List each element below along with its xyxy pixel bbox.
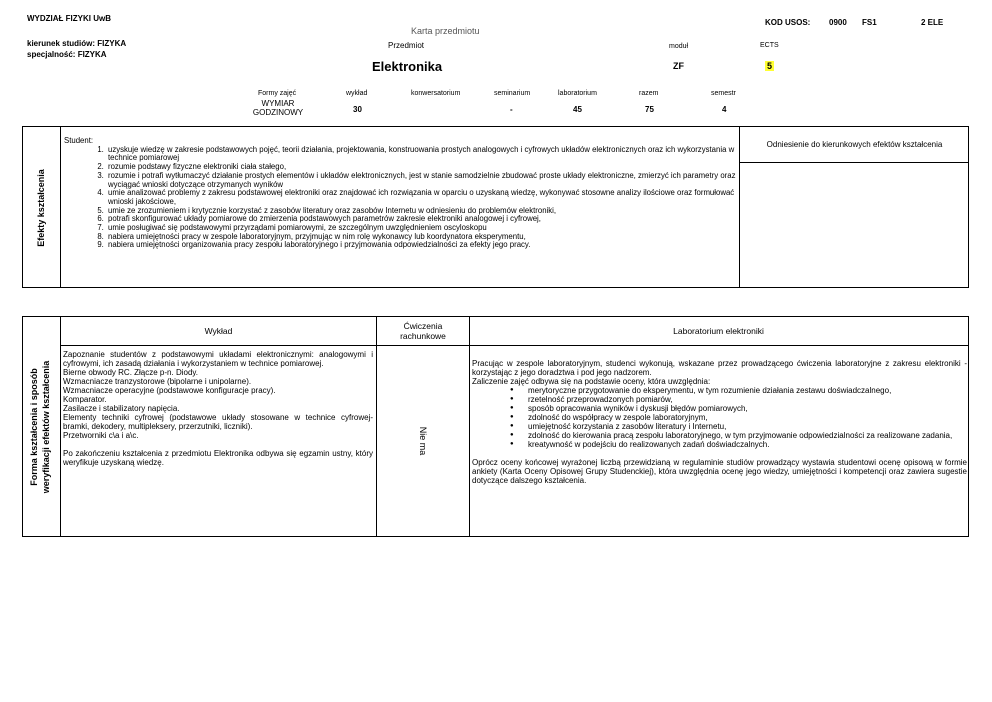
exercises-header-line-1: Ćwiczenia [403, 321, 443, 331]
hours-col-total-label: razem [639, 90, 659, 97]
learning-outcomes-content [61, 127, 739, 287]
learning-outcome-item: 3. rozumie i potrafi wytłumaczyć działanie prostych elementów i układów elektronicznych, jest w stanie samodzielnie zbudować proste układy elektroniczne, zmierzyć ich parametry oraz wyciągać wnioski dotyczące otrzymanych wyników [106, 172, 736, 189]
lab-intro: Pracując w zespole laboratoryjnym, studenci wykonują, wskazane przez prowadzącego ćwiczenia laboratoryjne z zakresu elektroniki - korzystając z jego doradztwa i pod jego nadzorem. [472, 359, 967, 377]
subject-label: Przedmiot [388, 41, 425, 50]
lecture-topic-line: Komparator. [63, 395, 107, 404]
learning-outcomes-list [64, 137, 736, 250]
learning-outcomes-table [22, 126, 969, 288]
lab-outro: Oprócz oceny końcowej wyrażonej liczbą przewidzianą w regulaminie studiów prowadzący wystawia studentowi ocenę opisową w formie ankiety (Karta Oceny Opisowej Grupy Studenckiej), która uwzględnia ocenę jego wiedzy, umiejętności i kompetencji oraz zawiera sugestie dotyczące dalszego kształcenia. [472, 458, 967, 485]
exercises-value: Nie ma [418, 426, 428, 456]
lab-header: Laboratorium elektroniki [673, 326, 764, 336]
ects-value: 5 [767, 61, 773, 71]
lecture-exam-note: Po zakończeniu kształcenia z przedmiotu Elektronika odbywa się egzamin ustny, który weryfikuje uzyskaną wiedzę. [63, 449, 373, 467]
learning-outcome-item: 2. rozumie podstawy fizyczne elektroniki ciała stałego, [106, 163, 736, 172]
lecture-topic-line: Zasilacze i stabilizatory napięcia. [63, 404, 180, 413]
lab-criterion-item: ● kreatywność w podejściu do realizowanych zadań doświadczalnych. [510, 440, 967, 449]
usos-ects-code: 2 ELE [921, 18, 944, 27]
reference-header: Odniesienie do kierunkowych efektów kształcenia [740, 127, 969, 163]
lab-description [472, 359, 967, 485]
hours-label-line-2: GODZINOWY [252, 108, 304, 117]
exercises-header-line-2: rachunkowe [400, 331, 446, 341]
learning-outcomes-side-label: Efekty kształcenia [36, 169, 46, 247]
lecture-topic-line: Bierne obwody RC. Złącze p-n. Diody. [63, 368, 199, 377]
lab-grading-intro: Zaliczenie zajęć odbywa się na podstawie oceny, która uwzględnia: [472, 377, 711, 386]
lab-criterion-item: ● merytoryczne przygotowanie do eksperymentu, w tym rozumienie działania zestawu doświadczalnego, [510, 386, 967, 395]
learning-outcome-item: 9. nabiera umiejętności organizowania pracy zespołu laboratoryjnego i przyjmowania odpowiedzialności za efekty jego pracy. [106, 241, 736, 250]
learning-outcome-item: 8. nabiera umiejętności pracy w zespole laboratoryjnym, przyjmując w nim rolę wykonawcy lub koordynatora eksperymentu, [106, 233, 736, 242]
lecture-header: Wykład [204, 326, 233, 336]
hours-col-seminar-label: seminarium [494, 90, 531, 97]
teaching-forms-table [22, 316, 969, 537]
teaching-forms-side [23, 317, 61, 536]
hours-col-semester-label: semestr [711, 90, 736, 97]
learning-outcome-item: 1. uzyskuje wiedzę w zakresie podstawowych pojęć, teorii działania, projektowania, konstruowania prostych analogowych i cyfrowych układów elektronicznych oraz ich wykorzystania w technice pomiarowej [106, 146, 736, 163]
lecture-topic-line: Wzmacniacze operacyjne (podstawowe konfiguracje pracy). [63, 386, 276, 395]
learning-outcome-item: 5. umie ze zrozumieniem i krytycznie korzystać z zasobów literatury oraz zasobów Internetu w odniesieniu do problemów elektroniki, [106, 207, 736, 216]
card-title: Karta przedmiotu [411, 26, 480, 36]
exercises-header [377, 317, 469, 345]
module-value: ZF [673, 61, 684, 71]
reference-column [739, 127, 969, 287]
subject-name: Elektronika [372, 59, 443, 74]
hours-label [250, 99, 306, 117]
hours-col-seminar-value: - [510, 105, 513, 114]
learning-outcomes-side [23, 127, 61, 287]
usos-code-label: KOD USOS: [765, 18, 811, 27]
lab-criterion-item: ● zdolność do kierowania pracą zespołu laboratoryjnego, w tym przyjmowanie odpowiedzialności za realizowane zadania, [510, 431, 967, 440]
lab-criteria-list [472, 386, 967, 449]
forms-label: Formy zajęć [258, 90, 297, 97]
lecture-topic-line: Wzmacniacze tranzystorowe (bipolarne i unipolarne). [63, 377, 252, 386]
hours-label-line-1: WYMIAR [261, 99, 295, 108]
learning-outcome-item: 4. umie analizować problemy z zakresu podstawowej elektroniki oraz znajdować ich rozwiązania w oparciu o uzyskaną wiedzę, wykonywać stosowne analizy ilościowe oraz formułować wnioski jakościowe, [106, 189, 736, 206]
lecture-description [63, 350, 373, 467]
lab-criterion-item: ● zdolność do współpracy w zespole laboratoryjnym, [510, 413, 967, 422]
usos-code-suffix: FS1 [862, 18, 877, 27]
learning-outcomes-items [64, 146, 736, 250]
faculty-name: WYDZIAŁ FIZYKI UwB [27, 14, 111, 23]
usos-code-number: 0900 [829, 18, 847, 27]
hours-col-lab-value: 45 [573, 105, 582, 114]
learning-outcomes-intro: Student: [64, 136, 94, 145]
hours-col-lecture-label: wykład [346, 90, 368, 97]
exercises-column [376, 317, 470, 536]
lecture-topic-line: Przetworniki c\a i a\c. [63, 431, 139, 440]
learning-outcome-item: 6. potrafi skonfigurować układy pomiarowe do zmierzenia podstawowych parametrów zakresie elektroniki analogowej i cyfrowej, [106, 215, 736, 224]
lab-criterion-item: ● sposób opracowania wyników i dyskusji błędów pomiarowych, [510, 404, 967, 413]
hours-col-lecture-value: 30 [353, 105, 362, 114]
lecture-topics [63, 350, 373, 440]
lab-criterion-item: ● rzetelność przeprowadzonych pomiarów, [510, 395, 967, 404]
hours-col-total-value: 75 [645, 105, 654, 114]
field-of-study: kierunek studiów: FIZYKA [27, 39, 127, 48]
specialty: specjalność: FIZYKA [27, 50, 107, 59]
ects-label: ECTS [760, 42, 779, 49]
learning-outcome-item: 7. umie posługiwać się podstawowymi przyrządami pomiarowymi, ze szczególnym uwzględnieniem oscyloskopu [106, 224, 736, 233]
module-label: moduł [669, 43, 689, 50]
lecture-topic-line: Zapoznanie studentów z podstawowymi układami elektronicznymi: analogowymi i cyfrowymi, ich zasadą działania i wykorzystaniem w technice pomiarowej. [63, 350, 373, 368]
lab-criterion-item: ● umiejętność korzystania z zasobów literatury i Internetu, [510, 422, 967, 431]
teaching-forms-side-label-1: Forma kształcenia i sposób [29, 368, 39, 486]
hours-col-semester-value: 4 [722, 105, 727, 114]
hours-col-lab-label: laboratorium [558, 90, 597, 97]
hours-col-conversatory-label: konwersatorium [411, 90, 461, 97]
teaching-forms-side-label-2: weryfikacji efektów kształcenia [41, 360, 51, 494]
lecture-topic-line: Elementy techniki cyfrowej (podstawowe układy stosowane w technice cyfrowej- bramki, dekodery, multipleksery, przerzutniki, liczniki). [63, 413, 373, 431]
